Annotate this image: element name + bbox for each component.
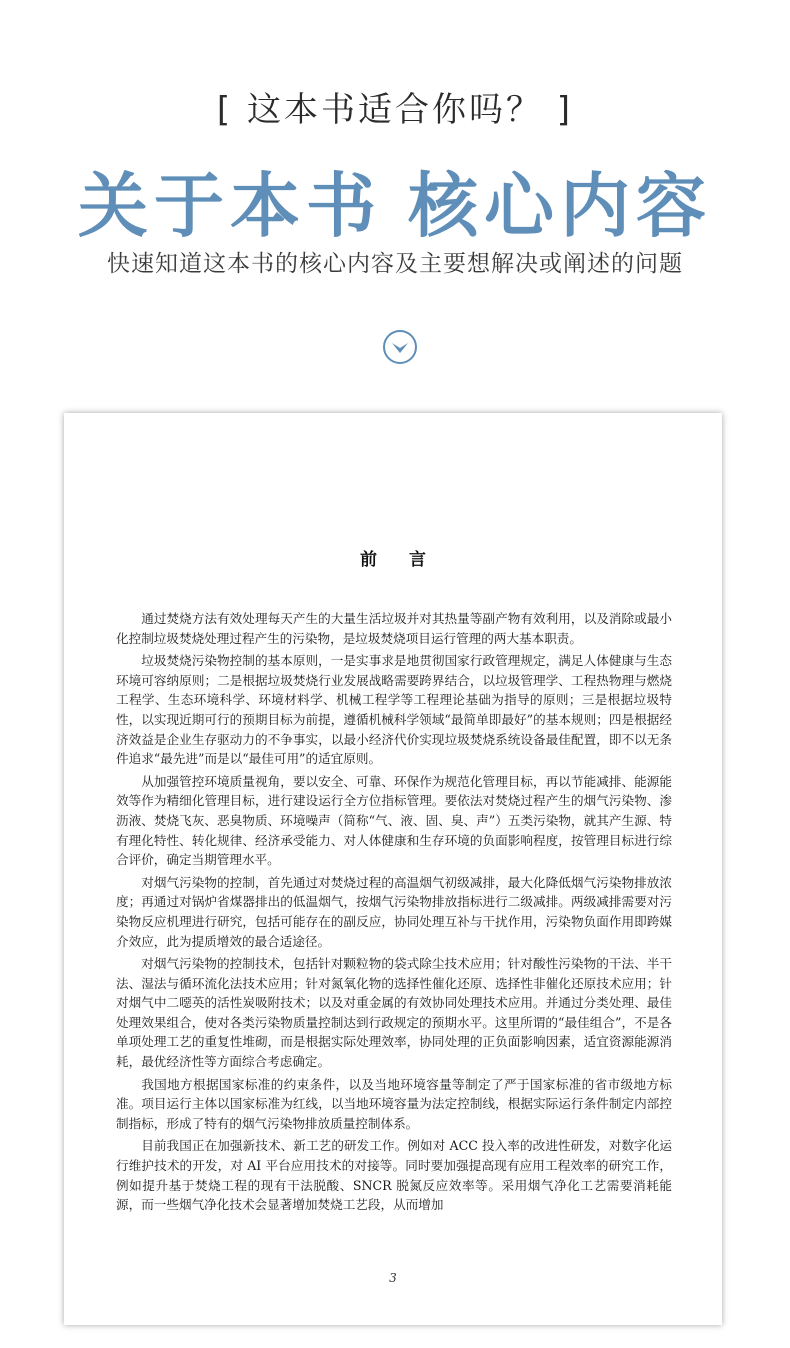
title-part-about-book: 关于本书 — [78, 164, 382, 247]
paragraph: 对烟气污染物的控制，首先通过对焚烧过程的高温烟气初级减排，最大化降低烟气污染物排放浓度；再通过对锅炉省煤器排出的低温烟气，按烟气污染物排放指标进行二级减排。两级减排需要对污染物反应机理进行研究，包括可能存在的副反应，协同处理互补与干扰作用，污染物负面作用即跨媒介效应，此为提质增效的最合适途径。 — [116, 874, 672, 949]
paragraph: 目前我国正在加强新技术、新工艺的研发工作。例如对 ACC 投入率的改进性研发，对数字化运行维护技术的开发，对 AI 平台应用技术的对接等。同时要加强提高现有应用工程效率的研究工作，例如提升基于焚烧工程的现有干法脱酸、SNCR 脱氮反应效率等。采用烟气净化工艺需要消耗能源，而一些烟气净化技术会显著增加焚烧工艺段，从而增加 — [116, 1138, 672, 1213]
paragraph: 对烟气污染物的控制技术，包括针对颗粒物的袋式除尘技术应用；针对酸性污染物的干法、半干法、湿法与循环流化法技术应用；针对氮氧化物的选择性催化还原、选择性非催化还原技术应用；针对烟气中二噁英的活性炭吸附技术；以及对重金属的有效协同处理技术应用。并通过分类处理、最佳处理效果组合，使对各类污染物质量控制达到行政规定的预期水平。这里所谓的“最佳组合”，不是各单项处理工艺的重复性堆砌，而是根据实际处理效率，协同处理的正负面影响因素，适宜资源能源消耗，最优经济性等方面综合考虑确定。 — [116, 956, 672, 1070]
page-title — [0, 150, 790, 251]
chevron-down-circle-icon — [382, 329, 418, 365]
page-number: 3 — [389, 1271, 397, 1285]
book-page — [64, 413, 722, 1325]
header-description: 快速知道这本书的核心内容及主要想解决或阐述的问题 — [107, 251, 683, 277]
page-heading-preface — [64, 545, 722, 570]
page-body — [116, 609, 672, 1218]
paragraph: 通过焚烧方法有效处理每天产生的大量生活垃圾并对其热量等副产物有效利用，以及消除或最小化控制垃圾焚烧处理过程产生的污染物，是垃圾焚烧项目运行管理的两大基本职责。 — [116, 611, 672, 646]
paragraph: 从加强管控环境质量视角，要以安全、可靠、环保作为规范化管理目标，再以节能减排、能源能效等作为精细化管理目标，进行建设运行全方位指标管理。要依法对焚烧过程产生的烟气污染物、渗沥液、焚烧飞灰、恶臭物质、环境噪声（简称“气、液、固、臭、声”）五类污染物，就其产生源、特有理化特性、转化规律、经济承受能力、对人体健康和生存环境的负面影响程度，按管理目标进行综合评价，确定当期管理水平。 — [116, 773, 672, 868]
heading-char-yan: 言 — [409, 550, 426, 570]
paragraph: 垃圾焚烧污染物控制的基本原则，一是实事求是地贯彻国家行政管理规定，满足人体健康与生态环境可容纳原则；二是根据垃圾焚烧行业发展战略需要跨界结合，以垃圾管理学、工程热物理与燃烧工程学、生态环境科学、环境材料学、机械工程学等工程理论基础为指导的原则；三是根据垃圾特性，以实现近期可行的预期目标为前提，遵循机械科学领域“最简单即最好”的基本规则；四是根据经济效益是企业生存驱动力的不争事实，以最小经济代价实现垃圾焚烧系统设备最佳配置，即不以无条件追求“最先进”而是以“最佳可用”的适宜原则。 — [116, 653, 672, 767]
paragraph: 我国地方根据国家标准的约束条件，以及当地环境容量等制定了严于国家标准的省市级地方标准。项目运行主体以国家标准为红线，以当地环境容量为法定控制线，根据实际运行条件制定内部控制指标，形成了特有的烟气污染物排放质量控制体系。 — [116, 1076, 672, 1131]
heading-char-qian: 前 — [360, 550, 377, 570]
title-part-core-content: 核心内容 — [408, 164, 712, 247]
header-subtitle: [ 这本书适合你吗？ ] — [216, 90, 574, 130]
